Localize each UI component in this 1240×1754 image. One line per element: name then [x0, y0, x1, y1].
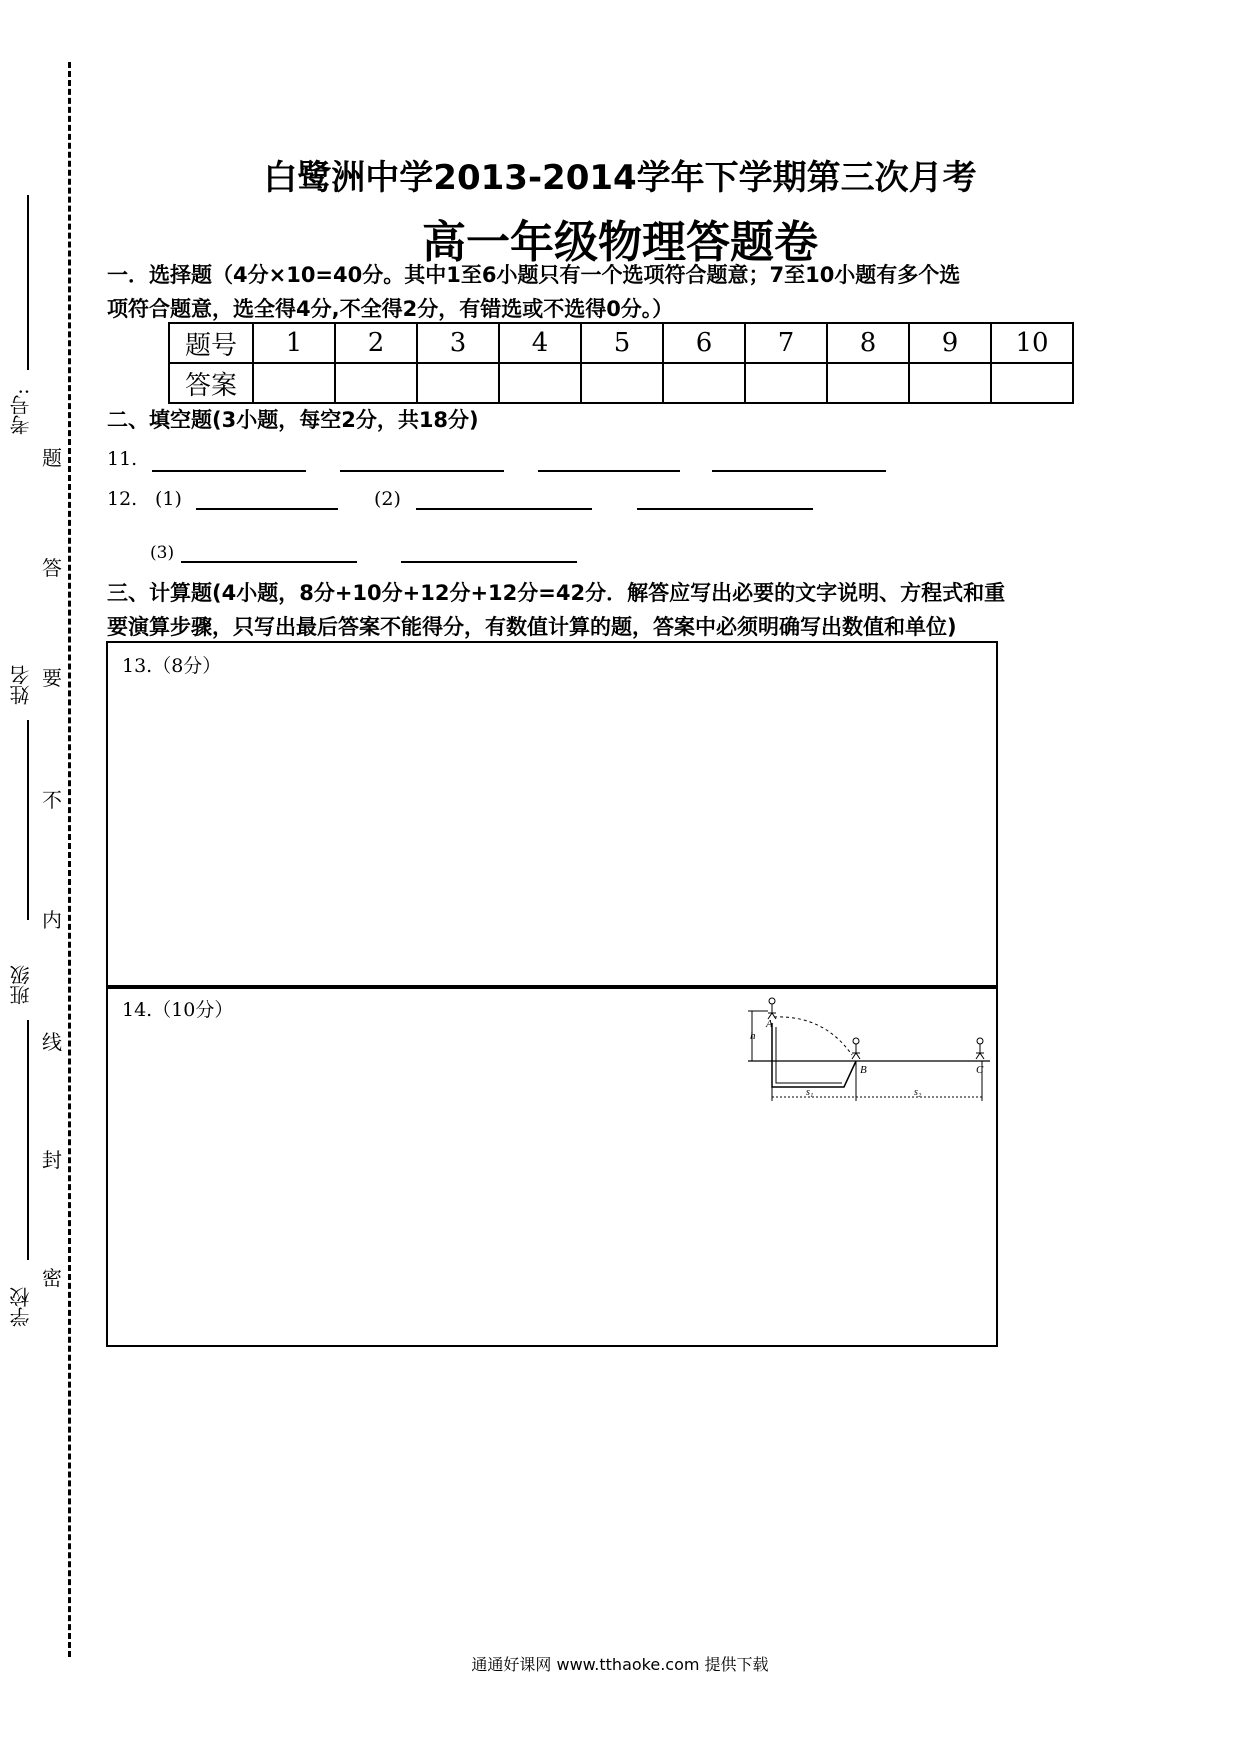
- section1-line2: 项符合题意，选全得4分,不全得2分，有错选或不选得0分。）: [107, 297, 674, 321]
- section2-heading: 二、填空题(3小题，每空2分，共18分): [107, 408, 479, 432]
- question-number: 3: [417, 323, 499, 363]
- person-c-icon: [976, 1038, 984, 1059]
- answer-cell[interactable]: [335, 363, 417, 403]
- exam-no-label: 考号:: [9, 388, 33, 436]
- question-number: 9: [909, 323, 991, 363]
- answer-cell[interactable]: [827, 363, 909, 403]
- question-number: 7: [745, 323, 827, 363]
- person-a-icon: [768, 998, 776, 1019]
- class-line: [27, 1020, 29, 1260]
- q11-blank-3[interactable]: [538, 470, 680, 472]
- seal-char: 密: [42, 1266, 62, 1290]
- q12-blank-1[interactable]: [196, 508, 338, 510]
- q12-blank-2[interactable]: [416, 508, 592, 510]
- q12-part2-label: (2): [374, 488, 401, 510]
- answer-cell[interactable]: [417, 363, 499, 403]
- section1-instructions: [107, 258, 1147, 326]
- seal-char: 封: [42, 1148, 62, 1172]
- label-s2: s₂: [914, 1087, 922, 1098]
- label-s1: s₁: [806, 1087, 814, 1098]
- section3-line2: 要演算步骤，只写出最后答案不能得分，有数值计算的题，答案中必须明确写出数值和单位): [107, 615, 957, 639]
- answer-cell[interactable]: [663, 363, 745, 403]
- q12-blank-3[interactable]: [637, 508, 813, 510]
- pit-outline: [772, 1023, 856, 1087]
- question-number: 1: [253, 323, 335, 363]
- answer-cell[interactable]: [909, 363, 991, 403]
- q12-blank-4[interactable]: [181, 561, 357, 563]
- school-label: 学校: [9, 1287, 33, 1327]
- q11-blank-4[interactable]: [712, 470, 886, 472]
- q12-label: 12.: [107, 488, 138, 510]
- answer-cell[interactable]: [991, 363, 1073, 403]
- label-b: B: [860, 1064, 867, 1076]
- label-a: A: [766, 1018, 773, 1030]
- answer-header: 答案: [169, 363, 253, 403]
- answer-cell[interactable]: [745, 363, 827, 403]
- question-number: 10: [991, 323, 1073, 363]
- page-title: 白鹭洲中学2013-2014学年下学期第三次月考: [263, 158, 977, 198]
- question-number-header: 题号: [169, 323, 253, 363]
- q11-label: 11.: [107, 448, 138, 470]
- name-label: 姓名: [9, 665, 33, 705]
- answer-cell[interactable]: [499, 363, 581, 403]
- section3-instructions: [107, 576, 1147, 644]
- seal-char: 不: [42, 788, 62, 812]
- seal-char: 要: [42, 666, 62, 690]
- q14-answer-box[interactable]: [106, 985, 998, 1347]
- footer-text: 通通好课网 www.tthaoke.com 提供下载: [471, 1655, 769, 1674]
- pit-inner: [776, 1027, 842, 1083]
- h-label: h: [750, 1030, 756, 1042]
- person-b-icon: [852, 1038, 860, 1059]
- page-subtitle: 高一年级物理答题卷: [422, 217, 818, 268]
- q11-blank-1[interactable]: [152, 470, 306, 472]
- label-c: C: [976, 1064, 984, 1076]
- question-number: 2: [335, 323, 417, 363]
- q13-label: 13.（8分）: [122, 655, 222, 677]
- trajectory: [774, 1017, 852, 1055]
- q11-blank-2[interactable]: [340, 470, 504, 472]
- q12-part3-label: (3): [150, 543, 175, 563]
- seal-char: 答: [42, 556, 62, 580]
- answer-cell[interactable]: [253, 363, 335, 403]
- class-label: 班级: [9, 965, 33, 1005]
- binding-dashed-line: [68, 62, 71, 1657]
- q12-part1-label: (1): [155, 488, 182, 510]
- q14-figure: [744, 995, 994, 1110]
- answer-cell[interactable]: [581, 363, 663, 403]
- answer-row: [169, 363, 1073, 403]
- question-number: 4: [499, 323, 581, 363]
- seal-char: 内: [42, 908, 62, 932]
- question-number-row: [169, 323, 1073, 363]
- q13-answer-box[interactable]: [106, 641, 998, 989]
- question-number: 6: [663, 323, 745, 363]
- question-number: 8: [827, 323, 909, 363]
- answer-table: [168, 322, 1074, 404]
- name-line: [27, 720, 29, 920]
- section3-line1: 三、计算题(4小题，8分+10分+12分+12分=42分．解答应写出必要的文字说明、方程式和重: [107, 581, 1006, 605]
- q14-label: 14.（10分）: [122, 999, 234, 1021]
- q12-blank-5[interactable]: [401, 561, 577, 563]
- seal-char: 线: [42, 1030, 62, 1054]
- section1-line1: 一．选择题（4分×10=40分。其中1至6小题只有一个选项符合题意；7至10小题有多个选: [107, 263, 961, 287]
- seal-char: 题: [42, 446, 62, 470]
- question-number: 5: [581, 323, 663, 363]
